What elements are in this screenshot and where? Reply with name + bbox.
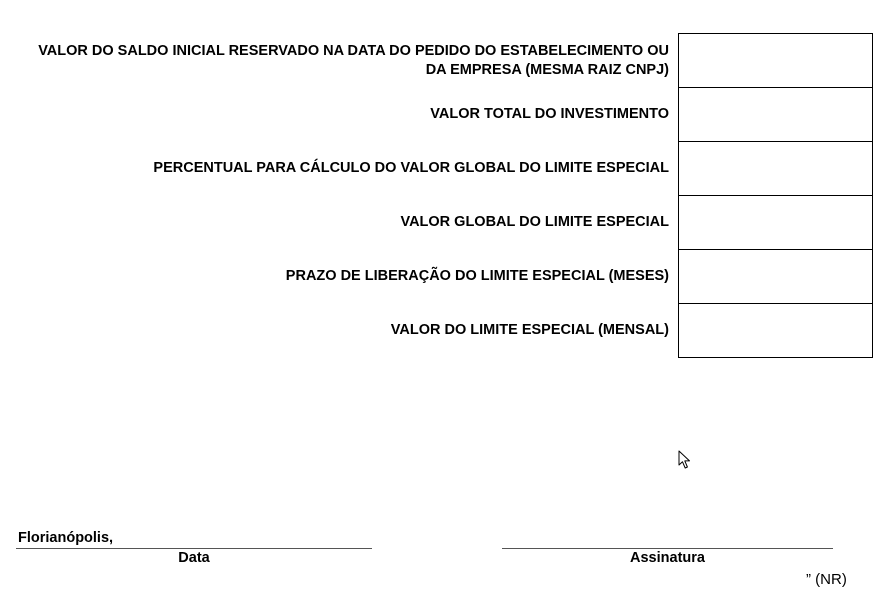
form-row-valor-mensal xyxy=(0,303,873,357)
value-cell-saldo-inicial[interactable] xyxy=(678,33,873,87)
value-cell-prazo[interactable] xyxy=(678,249,873,303)
city-label: Florianópolis, xyxy=(18,530,114,546)
closing-mark: ” (NR) xyxy=(806,571,847,588)
form-row-valor-global xyxy=(0,195,873,249)
date-caption: Data xyxy=(178,550,210,566)
form-row-percentual xyxy=(0,141,873,195)
row-label-saldo-inicial xyxy=(1,33,673,87)
form-row-saldo-inicial xyxy=(0,33,873,87)
value-cell-percentual[interactable] xyxy=(678,141,873,195)
date-signature-line xyxy=(16,548,372,549)
row-label-valor-total: VALOR TOTAL DO INVESTIMENTO xyxy=(430,105,669,122)
row-label-percentual: PERCENTUAL PARA CÁLCULO DO VALOR GLOBAL DO LIMITE ESPECIAL xyxy=(153,159,669,176)
limit-form-table xyxy=(0,33,873,357)
row-label-valor-mensal: VALOR DO LIMITE ESPECIAL (MENSAL) xyxy=(390,321,669,338)
value-cell-valor-global[interactable] xyxy=(678,195,873,249)
mouse-pointer-icon xyxy=(678,450,692,470)
row-label-prazo: PRAZO DE LIBERAÇÃO DO LIMITE ESPECIAL (MESES) xyxy=(285,267,669,284)
form-row-valor-total xyxy=(0,87,873,141)
form-row-prazo xyxy=(0,249,873,303)
signature-caption: Assinatura xyxy=(630,550,705,566)
value-cell-valor-total[interactable] xyxy=(678,87,873,141)
row-label-line2: DA EMPRESA (MESMA RAIZ CNPJ) xyxy=(425,62,669,78)
signature-line xyxy=(502,548,833,549)
row-label-line1: VALOR DO SALDO INICIAL RESERVADO NA DATA DO PEDIDO DO ESTABELECIMENTO OU xyxy=(38,43,669,59)
row-label-valor-global: VALOR GLOBAL DO LIMITE ESPECIAL xyxy=(400,213,669,230)
value-cell-valor-mensal[interactable] xyxy=(678,303,873,358)
